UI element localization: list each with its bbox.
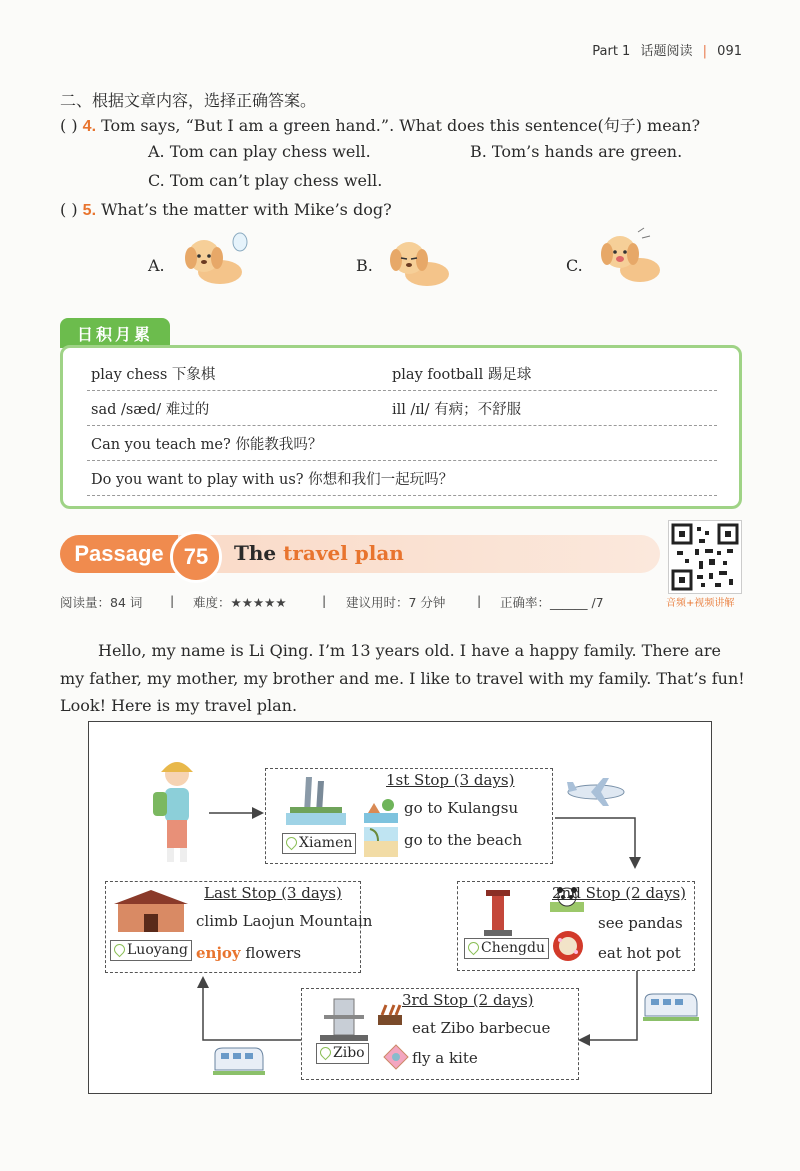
vocab-item: Do you want to play with us? 你想和我们一起玩吗？ bbox=[91, 472, 454, 488]
part-label: Part 1 bbox=[592, 44, 631, 59]
answer-blank[interactable]: ( ) bbox=[60, 200, 78, 219]
city-name: Luoyang bbox=[127, 942, 188, 958]
meta-difficulty: 难度：★★★★★ bbox=[193, 595, 287, 610]
title-plain: The bbox=[234, 541, 277, 565]
option-b: B. Tom’s hands are green. bbox=[470, 142, 683, 161]
stop-1-card bbox=[265, 768, 553, 864]
location-pin-icon bbox=[318, 1045, 334, 1061]
kite-icon bbox=[382, 1043, 410, 1071]
qr-caption: 音频+视频讲解 bbox=[666, 598, 735, 609]
option-c: C. Tom can’t play chess well. bbox=[148, 171, 383, 190]
vocab-row bbox=[87, 461, 717, 496]
meta-separator: | bbox=[170, 593, 175, 608]
dog-sad-image bbox=[385, 230, 453, 292]
chengdu-tower-image bbox=[480, 886, 516, 936]
meta-words: 阅读量：84 词 bbox=[60, 595, 143, 610]
last-stop-activity-1: climb Laojun Mountain bbox=[196, 912, 373, 930]
vocab-item: Can you teach me? 你能教我吗？ bbox=[91, 437, 323, 453]
section-label: 话题阅读 bbox=[640, 44, 693, 59]
activity-rest: flowers bbox=[245, 944, 302, 962]
stop-2-card bbox=[457, 881, 695, 971]
header-divider: | bbox=[702, 44, 708, 59]
answer-blank[interactable]: ( ) bbox=[60, 116, 78, 135]
passage-title bbox=[234, 541, 404, 565]
stop-3-card bbox=[301, 988, 579, 1080]
train-icon bbox=[643, 992, 699, 1022]
vocab-item: ill /ɪl/ 有病；不舒服 bbox=[392, 402, 522, 418]
vocab-row bbox=[87, 391, 717, 426]
kulangsu-image bbox=[364, 795, 398, 823]
qr-code-icon[interactable] bbox=[668, 520, 742, 594]
passage-label: Passage bbox=[60, 535, 178, 573]
location-pin-icon bbox=[112, 942, 128, 958]
train-icon bbox=[213, 1046, 265, 1076]
meta-time: 建议用时：7 分钟 bbox=[346, 595, 446, 610]
travel-plan-map bbox=[88, 721, 712, 1094]
meta-separator: | bbox=[477, 593, 482, 608]
luoyang-gate-image bbox=[114, 888, 188, 934]
stop-2-activity-1: see pandas bbox=[598, 914, 683, 932]
girl-traveler-image bbox=[151, 756, 201, 866]
vocab-item: play chess 下象棋 bbox=[91, 367, 216, 383]
last-stop-card bbox=[105, 881, 373, 973]
section-title: 二、根据文章内容，选择正确答案。 bbox=[60, 91, 317, 110]
city-tag-chengdu bbox=[464, 938, 549, 959]
question-number: 5. bbox=[82, 202, 97, 219]
hot-pot-image bbox=[550, 930, 586, 962]
meta-accuracy: 正确率：______ /7 bbox=[500, 595, 604, 610]
page-header bbox=[592, 40, 742, 59]
question-number: 4. bbox=[82, 118, 97, 135]
vocab-row bbox=[87, 426, 717, 461]
option-a-label: A. bbox=[148, 256, 165, 275]
stop-3-activity-1: eat Zibo barbecue bbox=[412, 1019, 551, 1037]
location-pin-icon bbox=[466, 940, 482, 956]
stop-2-title: 2nd Stop (2 days) bbox=[552, 884, 687, 902]
beach-image bbox=[364, 827, 398, 857]
passage-number: 75 bbox=[170, 531, 222, 583]
meta-separator: | bbox=[322, 593, 327, 608]
stop-1-title: 1st Stop (3 days) bbox=[386, 771, 515, 789]
last-stop-title: Last Stop (3 days) bbox=[204, 884, 342, 902]
barbecue-image bbox=[376, 1001, 404, 1029]
vocab-item: play football 踢足球 bbox=[392, 367, 532, 383]
question-text: What’s the matter with Mike’s dog? bbox=[101, 200, 392, 219]
city-tag-xiamen bbox=[282, 833, 356, 854]
city-name: Chengdu bbox=[481, 940, 545, 956]
vocab-row bbox=[87, 356, 717, 391]
vocab-item: sad /sæd/ 难过的 bbox=[91, 402, 210, 418]
option-a: A. Tom can play chess well. bbox=[148, 142, 371, 161]
option-c-label: C. bbox=[566, 256, 583, 275]
last-stop-activity-2 bbox=[196, 944, 301, 962]
accumulate-tag: 日积月累 bbox=[60, 318, 170, 348]
stop-1-activity-2: go to the beach bbox=[404, 831, 523, 849]
city-name: Zibo bbox=[333, 1045, 365, 1061]
zibo-building-image bbox=[316, 997, 372, 1041]
option-b-label: B. bbox=[356, 256, 373, 275]
vocabulary-box bbox=[60, 345, 742, 509]
stop-2-activity-2: eat hot pot bbox=[598, 944, 681, 962]
city-tag-luoyang bbox=[110, 940, 192, 961]
question-4 bbox=[60, 113, 700, 136]
xiamen-tower-image bbox=[286, 773, 346, 825]
city-name: Xiamen bbox=[299, 835, 353, 851]
plane-icon bbox=[563, 774, 629, 810]
dog-happy-image bbox=[596, 226, 664, 288]
highlight-word: enjoy bbox=[196, 944, 241, 962]
dog-thirsty-image bbox=[180, 228, 248, 290]
passage-paragraph: Hello, my name is Li Qing. I’m 13 years old. I have a happy family. There are my father, my mother, my brother and me. I like to travel with my family. That’s fun! Look! Here is my travel plan. bbox=[60, 641, 745, 715]
stop-3-title: 3rd Stop (2 days) bbox=[402, 991, 534, 1009]
stop-3-activity-2: fly a kite bbox=[412, 1049, 478, 1067]
stop-1-activity-1: go to Kulangsu bbox=[404, 799, 519, 817]
location-pin-icon bbox=[284, 835, 300, 851]
title-highlight: travel plan bbox=[283, 541, 404, 565]
question-text: Tom says, “But I am a green hand.”. What does this sentence(句子) mean? bbox=[101, 116, 701, 135]
question-5 bbox=[60, 200, 392, 220]
page-number: 091 bbox=[717, 44, 742, 59]
city-tag-zibo bbox=[316, 1043, 369, 1064]
